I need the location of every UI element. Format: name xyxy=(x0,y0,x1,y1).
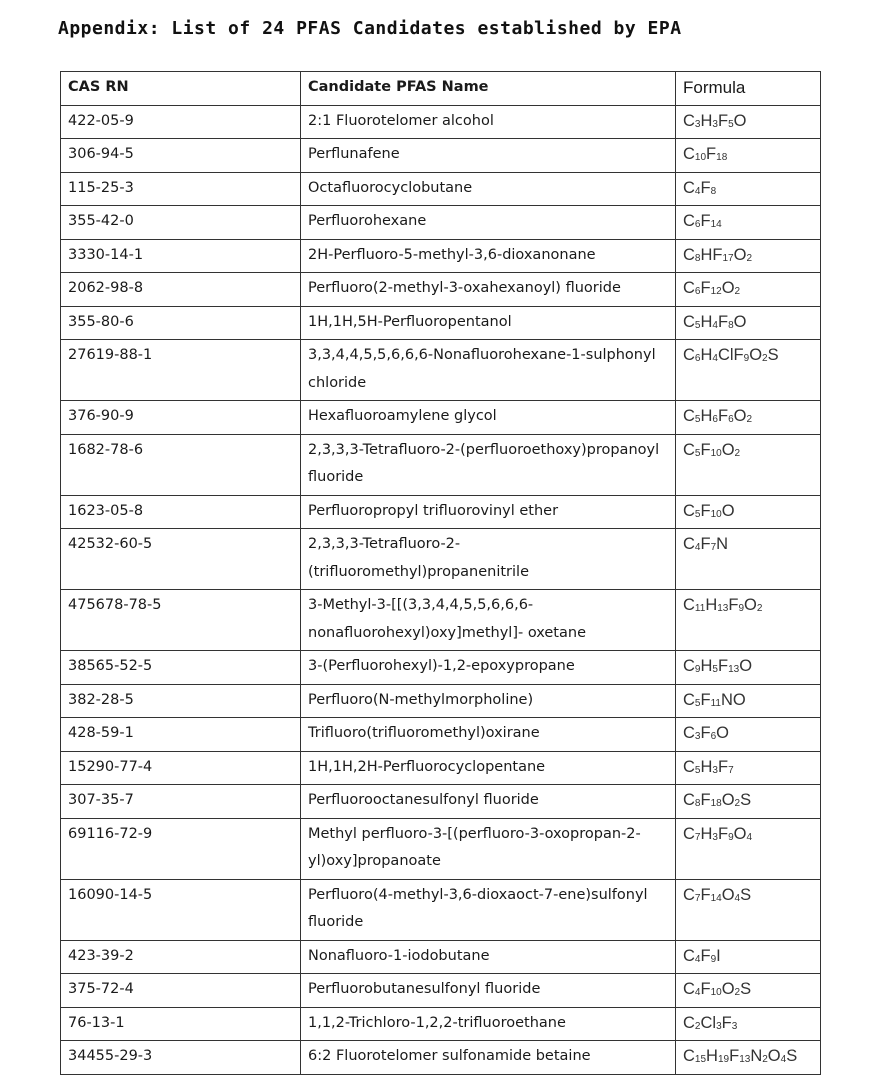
cas-rn-cell: 422-05-9 xyxy=(61,105,301,139)
formula-element: O xyxy=(716,724,729,742)
formula-cell xyxy=(676,818,821,879)
formula-element: F xyxy=(700,690,711,709)
formula-cell xyxy=(676,105,821,139)
table-row xyxy=(61,1007,821,1041)
formula-subscript: 2 xyxy=(734,286,741,297)
formula-subscript: 4 xyxy=(712,319,718,331)
table-row xyxy=(61,529,821,590)
formula-element: F xyxy=(700,535,711,553)
formula-subscript: 2 xyxy=(762,1054,768,1065)
table-row xyxy=(61,751,821,785)
formula-element: H xyxy=(700,824,713,843)
formula-subscript: 8 xyxy=(694,252,701,264)
formula-subscript: 17 xyxy=(722,252,734,264)
formula-element: O xyxy=(721,279,735,297)
pfas-name-cell: 1H,1H,5H-Perfluoropentanol xyxy=(301,306,676,340)
cas-rn-cell: 375-72-4 xyxy=(61,974,301,1008)
table-row xyxy=(61,495,821,529)
formula-subscript: 9 xyxy=(728,831,734,843)
pfas-name-cell: 1,1,2-Trichloro-1,2,2-trifluoroethane xyxy=(301,1007,676,1041)
pfas-name-cell: 3-(Perfluorohexyl)-1,2-epoxypropane xyxy=(301,651,676,685)
formula-element: F xyxy=(700,946,711,965)
pfas-name-cell: Perfluoro(4-methyl-3,6-dioxaoct-7-ene)sulfonyl fluoride xyxy=(301,879,676,940)
formula-cell xyxy=(676,785,821,819)
formula-subscript: 5 xyxy=(694,697,701,709)
formula-subscript: 9 xyxy=(743,353,750,364)
formula-element: I xyxy=(716,946,721,965)
formula-subscript: 3 xyxy=(716,1020,722,1032)
formula-cell xyxy=(676,1041,821,1075)
formula-subscript: 7 xyxy=(710,542,717,553)
table-row xyxy=(61,172,821,206)
table-row xyxy=(61,306,821,340)
formula-subscript: 3 xyxy=(712,764,718,776)
formula-cell xyxy=(676,495,821,529)
cas-rn-cell: 382-28-5 xyxy=(61,684,301,718)
pfas-name-cell: 1H,1H,2H-Perfluorocyclopentane xyxy=(301,751,676,785)
formula-element: C xyxy=(683,791,695,809)
pfas-name-cell: 6:2 Fluorotelomer sulfonamide betaine xyxy=(301,1041,676,1075)
formula-element: ClF xyxy=(717,346,744,364)
formula-element: C xyxy=(683,824,695,843)
formula-subscript: 4 xyxy=(746,831,753,843)
formula-element: O xyxy=(721,980,735,998)
pfas-name-cell: Perfluoro(2-methyl-3-oxahexanoyl) fluoride xyxy=(301,273,676,307)
formula-element: O xyxy=(721,791,735,809)
formula-subscript: 7 xyxy=(694,892,701,904)
formula-cell xyxy=(676,940,821,974)
table-row xyxy=(61,434,821,495)
formula-element: O xyxy=(733,312,747,331)
document-title: Appendix: List of 24 PFAS Candidates established by EPA xyxy=(58,18,682,39)
formula-subscript: 5 xyxy=(694,414,701,425)
cas-rn-cell: 475678-78-5 xyxy=(61,590,301,651)
formula-subscript: 11 xyxy=(710,697,721,709)
formula-subscript: 4 xyxy=(694,542,701,553)
cas-rn-cell: 38565-52-5 xyxy=(61,651,301,685)
formula-element: C xyxy=(683,1047,695,1065)
formula-element: F xyxy=(717,824,729,843)
formula-element: F xyxy=(700,980,711,998)
formula-cell xyxy=(676,879,821,940)
formula-element: O xyxy=(749,346,763,364)
formula-cell xyxy=(676,1007,821,1041)
formula-cell xyxy=(676,684,821,718)
formula-element: F xyxy=(706,145,717,163)
formula-element: H xyxy=(700,111,713,130)
table-row xyxy=(61,340,821,401)
cas-rn-cell: 307-35-7 xyxy=(61,785,301,819)
formula-subscript: 14 xyxy=(710,219,722,230)
pfas-name-cell: 2:1 Fluorotelomer alcohol xyxy=(301,105,676,139)
table-row xyxy=(61,785,821,819)
formula-cell xyxy=(676,401,821,435)
pfas-name-cell: Hexafluoroamylene glycol xyxy=(301,401,676,435)
pfas-name-cell: Octafluorocyclobutane xyxy=(301,172,676,206)
table-row xyxy=(61,105,821,139)
formula-element: F xyxy=(700,791,711,809)
formula-subscript: 2 xyxy=(734,447,741,459)
formula-element: F xyxy=(700,501,711,520)
table-row xyxy=(61,273,821,307)
formula-element: C xyxy=(683,535,695,553)
formula-element: HF xyxy=(700,245,723,264)
cas-rn-cell: 15290-77-4 xyxy=(61,751,301,785)
table-row xyxy=(61,139,821,173)
formula-element: C xyxy=(683,111,695,130)
pfas-name-cell: Perfluoropropyl trifluorovinyl ether xyxy=(301,495,676,529)
cas-rn-cell: 115-25-3 xyxy=(61,172,301,206)
cas-rn-cell: 16090-14-5 xyxy=(61,879,301,940)
formula-cell xyxy=(676,340,821,401)
cas-rn-cell: 3330-14-1 xyxy=(61,239,301,273)
formula-element: C xyxy=(683,690,695,709)
pfas-name-cell: Nonafluoro-1-iodobutane xyxy=(301,940,676,974)
formula-element: S xyxy=(740,885,752,904)
cas-rn-cell: 69116-72-9 xyxy=(61,818,301,879)
formula-subscript: 6 xyxy=(694,286,701,297)
formula-element: F xyxy=(717,407,729,425)
formula-element: F xyxy=(700,178,711,197)
formula-subscript: 5 xyxy=(694,319,701,331)
formula-subscript: 2 xyxy=(734,798,741,809)
formula-subscript: 8 xyxy=(710,185,717,197)
formula-element: H xyxy=(706,1047,718,1065)
cas-rn-cell: 376-90-9 xyxy=(61,401,301,435)
formula-element: O xyxy=(721,440,735,459)
formula-subscript: 2 xyxy=(762,353,768,364)
formula-subscript: 13 xyxy=(728,664,740,675)
cas-rn-cell: 1682-78-6 xyxy=(61,434,301,495)
formula-subscript: 10 xyxy=(710,447,722,459)
formula-element: C xyxy=(683,596,695,614)
table-row xyxy=(61,239,821,273)
formula-cell xyxy=(676,751,821,785)
table-header-row xyxy=(61,72,821,106)
formula-element: C xyxy=(683,346,695,364)
formula-element: S xyxy=(740,980,752,998)
formula-element: C xyxy=(683,145,695,163)
formula-subscript: 6 xyxy=(694,353,701,364)
header-cas-rn: CAS RN xyxy=(61,72,301,106)
formula-subscript: 6 xyxy=(710,731,717,742)
table-row xyxy=(61,1041,821,1075)
formula-subscript: 4 xyxy=(712,353,718,364)
formula-subscript: 4 xyxy=(780,1054,787,1065)
formula-cell xyxy=(676,529,821,590)
table-row xyxy=(61,818,821,879)
formula-subscript: 4 xyxy=(734,892,741,904)
formula-element: O xyxy=(721,501,735,520)
formula-cell xyxy=(676,590,821,651)
table-row xyxy=(61,879,821,940)
formula-element: O xyxy=(733,111,747,130)
formula-element: S xyxy=(740,791,752,809)
formula-element: NO xyxy=(720,690,746,709)
cas-rn-cell: 42532-60-5 xyxy=(61,529,301,590)
formula-element: C xyxy=(683,1013,695,1032)
formula-subscript: 12 xyxy=(710,286,722,297)
formula-element: F xyxy=(721,1013,732,1032)
formula-element: C xyxy=(683,946,695,965)
formula-element: O xyxy=(739,657,753,675)
formula-element: N xyxy=(716,535,729,553)
formula-subscript: 13 xyxy=(717,603,729,614)
table-row xyxy=(61,940,821,974)
table-body xyxy=(61,105,821,1074)
formula-element: O xyxy=(733,824,747,843)
table-row xyxy=(61,974,821,1008)
formula-subscript: 4 xyxy=(694,953,701,965)
formula-subscript: 2 xyxy=(756,603,763,614)
pfas-name-cell: Perfluorooctanesulfonyl fluoride xyxy=(301,785,676,819)
formula-subscript: 7 xyxy=(728,764,734,776)
formula-cell xyxy=(676,273,821,307)
formula-subscript: 4 xyxy=(694,185,701,197)
formula-subscript: 6 xyxy=(694,219,701,230)
formula-subscript: 8 xyxy=(728,319,734,331)
pfas-name-cell: 2,3,3,3-Tetrafluoro-2-(trifluoromethyl)propanenitrile xyxy=(301,529,676,590)
formula-subscript: 6 xyxy=(728,414,734,425)
formula-subscript: 8 xyxy=(694,798,701,809)
cas-rn-cell: 2062-98-8 xyxy=(61,273,301,307)
formula-subscript: 5 xyxy=(694,447,701,459)
cas-rn-cell: 423-39-2 xyxy=(61,940,301,974)
cas-rn-cell: 1623-05-8 xyxy=(61,495,301,529)
formula-element: C xyxy=(683,980,695,998)
cas-rn-cell: 76-13-1 xyxy=(61,1007,301,1041)
formula-element: H xyxy=(700,312,713,331)
formula-subscript: 13 xyxy=(739,1054,751,1065)
formula-element: C xyxy=(683,885,695,904)
pfas-name-cell: Perfluorohexane xyxy=(301,206,676,240)
formula-subscript: 5 xyxy=(712,664,718,675)
formula-element: F xyxy=(717,312,729,331)
formula-subscript: 3 xyxy=(731,1020,738,1032)
pfas-name-cell: 2,3,3,3-Tetrafluoro-2-(perfluoroethoxy)propanoyl fluoride xyxy=(301,434,676,495)
formula-subscript: 5 xyxy=(694,764,701,776)
cas-rn-cell: 428-59-1 xyxy=(61,718,301,752)
formula-element: C xyxy=(683,312,695,331)
formula-element: F xyxy=(700,279,711,297)
formula-subscript: 5 xyxy=(728,118,734,130)
formula-cell xyxy=(676,206,821,240)
formula-element: C xyxy=(683,501,695,520)
formula-element: F xyxy=(700,885,711,904)
pfas-table xyxy=(60,71,821,1075)
table-row xyxy=(61,206,821,240)
formula-element: F xyxy=(728,596,739,614)
formula-cell xyxy=(676,434,821,495)
formula-element: F xyxy=(717,657,729,675)
formula-element: H xyxy=(700,407,713,425)
table-row xyxy=(61,590,821,651)
formula-element: C xyxy=(683,178,695,197)
formula-subscript: 15 xyxy=(694,1054,707,1065)
formula-element: C xyxy=(683,279,695,297)
formula-element: S xyxy=(767,346,779,364)
formula-element: F xyxy=(717,757,729,776)
formula-cell xyxy=(676,172,821,206)
formula-element: H xyxy=(700,657,713,675)
formula-element: S xyxy=(786,1047,798,1065)
formula-subscript: 19 xyxy=(717,1054,730,1065)
formula-element: O xyxy=(733,245,747,264)
formula-subscript: 2 xyxy=(694,1020,701,1032)
cas-rn-cell: 34455-29-3 xyxy=(61,1041,301,1075)
formula-cell xyxy=(676,651,821,685)
formula-element: H xyxy=(700,757,713,776)
formula-subscript: 14 xyxy=(710,892,722,904)
table-row xyxy=(61,718,821,752)
formula-element: F xyxy=(700,440,711,459)
formula-subscript: 3 xyxy=(712,831,718,843)
pfas-name-cell: 2H-Perfluoro-5-methyl-3,6-dioxanonane xyxy=(301,239,676,273)
cas-rn-cell: 27619-88-1 xyxy=(61,340,301,401)
formula-element: F xyxy=(717,111,729,130)
table-row xyxy=(61,651,821,685)
cas-rn-cell: 355-42-0 xyxy=(61,206,301,240)
formula-element: F xyxy=(700,724,711,742)
formula-subscript: 2 xyxy=(746,252,753,264)
formula-element: O xyxy=(721,885,735,904)
formula-element: F xyxy=(700,212,711,230)
pfas-name-cell: Perfluorobutanesulfonyl fluoride xyxy=(301,974,676,1008)
formula-subscript: 11 xyxy=(694,603,706,614)
formula-subscript: 6 xyxy=(712,414,718,425)
formula-element: H xyxy=(705,596,718,614)
formula-element: C xyxy=(683,657,695,675)
formula-subscript: 2 xyxy=(746,414,753,425)
formula-subscript: 9 xyxy=(738,603,745,614)
formula-element: O xyxy=(733,407,747,425)
formula-subscript: 4 xyxy=(694,987,701,998)
formula-element: C xyxy=(683,440,695,459)
formula-cell xyxy=(676,718,821,752)
formula-element: C xyxy=(683,757,695,776)
formula-element: O xyxy=(767,1047,781,1065)
formula-subscript: 5 xyxy=(694,508,701,520)
formula-subscript: 2 xyxy=(734,987,741,998)
cas-rn-cell: 355-80-6 xyxy=(61,306,301,340)
formula-element: N xyxy=(750,1047,763,1065)
formula-subscript: 10 xyxy=(694,152,707,163)
pfas-name-cell: Trifluoro(trifluoromethyl)oxirane xyxy=(301,718,676,752)
formula-element: C xyxy=(683,724,695,742)
formula-subscript: 18 xyxy=(716,152,728,163)
pfas-name-cell: Perflunafene xyxy=(301,139,676,173)
formula-element: C xyxy=(683,407,695,425)
header-formula: Formula xyxy=(676,72,821,106)
formula-subscript: 9 xyxy=(710,953,717,965)
formula-subscript: 10 xyxy=(710,508,722,520)
formula-element: F xyxy=(729,1047,740,1065)
table-row xyxy=(61,684,821,718)
pfas-name-cell: Methyl perfluoro-3-[(perfluoro-3-oxopropan-2-yl)oxy]propanoate xyxy=(301,818,676,879)
pfas-name-cell: 3,3,4,4,5,5,6,6,6-Nonafluorohexane-1-sulphonyl chloride xyxy=(301,340,676,401)
formula-element: C xyxy=(683,245,695,264)
table-row xyxy=(61,401,821,435)
pfas-name-cell: 3-Methyl-3-[[(3,3,4,4,5,5,6,6,6-nonafluorohexyl)oxy]methyl]- oxetane xyxy=(301,590,676,651)
formula-cell xyxy=(676,306,821,340)
formula-subscript: 18 xyxy=(710,798,722,809)
header-candidate-name: Candidate PFAS Name xyxy=(301,72,676,106)
formula-element: Cl xyxy=(700,1013,717,1032)
formula-element: H xyxy=(700,346,713,364)
formula-cell xyxy=(676,139,821,173)
formula-subscript: 3 xyxy=(712,118,718,130)
formula-element: C xyxy=(683,212,695,230)
formula-cell xyxy=(676,239,821,273)
formula-subscript: 10 xyxy=(710,987,722,998)
pfas-name-cell: Perfluoro(N-methylmorpholine) xyxy=(301,684,676,718)
formula-subscript: 3 xyxy=(694,118,701,130)
formula-subscript: 9 xyxy=(694,664,701,675)
formula-cell xyxy=(676,974,821,1008)
cas-rn-cell: 306-94-5 xyxy=(61,139,301,173)
formula-subscript: 3 xyxy=(694,731,701,742)
formula-subscript: 7 xyxy=(694,831,701,843)
formula-element: O xyxy=(744,596,757,614)
